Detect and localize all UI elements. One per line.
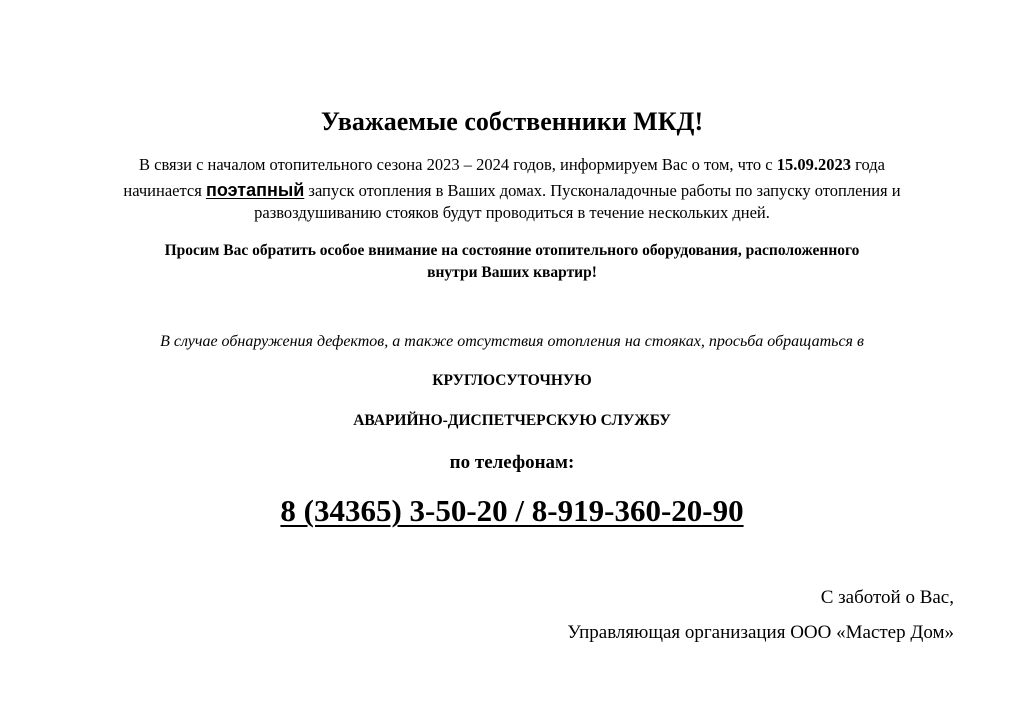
defects-line: В случае обнаружения дефектов, а также отсутствия отопления на стояках, просьба обращаться в [160, 333, 864, 350]
intro-line-1 [60, 154, 964, 176]
notice-title: Уважаемые собственники МКД! [320, 107, 704, 136]
intro-line-2 [60, 179, 964, 202]
phone-numbers: 8 (34365) 3-50-20 / 8-919-360-20-90 [280, 493, 744, 528]
intro-text-after-emphasis: запуск отопления в Ваших домах. Пусконаладочные работы по запуску отопления и [304, 181, 901, 200]
warning-line-2: внутри Ваших квартир! [427, 264, 597, 281]
signature-line: Управляющая организация ООО «Мастер Дом» [567, 622, 954, 643]
service-line-2: АВАРИЙНО-ДИСПЕТЧЕРСКУЮ СЛУЖБУ [353, 412, 671, 429]
phones-label: по телефонам: [449, 452, 575, 473]
emphasis-word: поэтапный [205, 180, 305, 200]
intro-line-3: развоздушиванию стояков будут проводиться в течение нескольких дней. [254, 203, 770, 222]
warning-line-1: Просим Вас обратить особое внимание на состояние отопительного оборудования, расположенного [164, 242, 860, 259]
intro-text-after-date: года [851, 155, 885, 174]
service-line-1: КРУГЛОСУТОЧНУЮ [432, 372, 592, 389]
intro-text-before-date: В связи с началом отопительного сезона 2023 – 2024 годов, информируем Вас о том, что с [139, 155, 777, 174]
closing-line: С заботой о Вас, [820, 587, 954, 608]
intro-text-before-emphasis: начинается [123, 181, 206, 200]
start-date: 15.09.2023 [776, 155, 851, 174]
